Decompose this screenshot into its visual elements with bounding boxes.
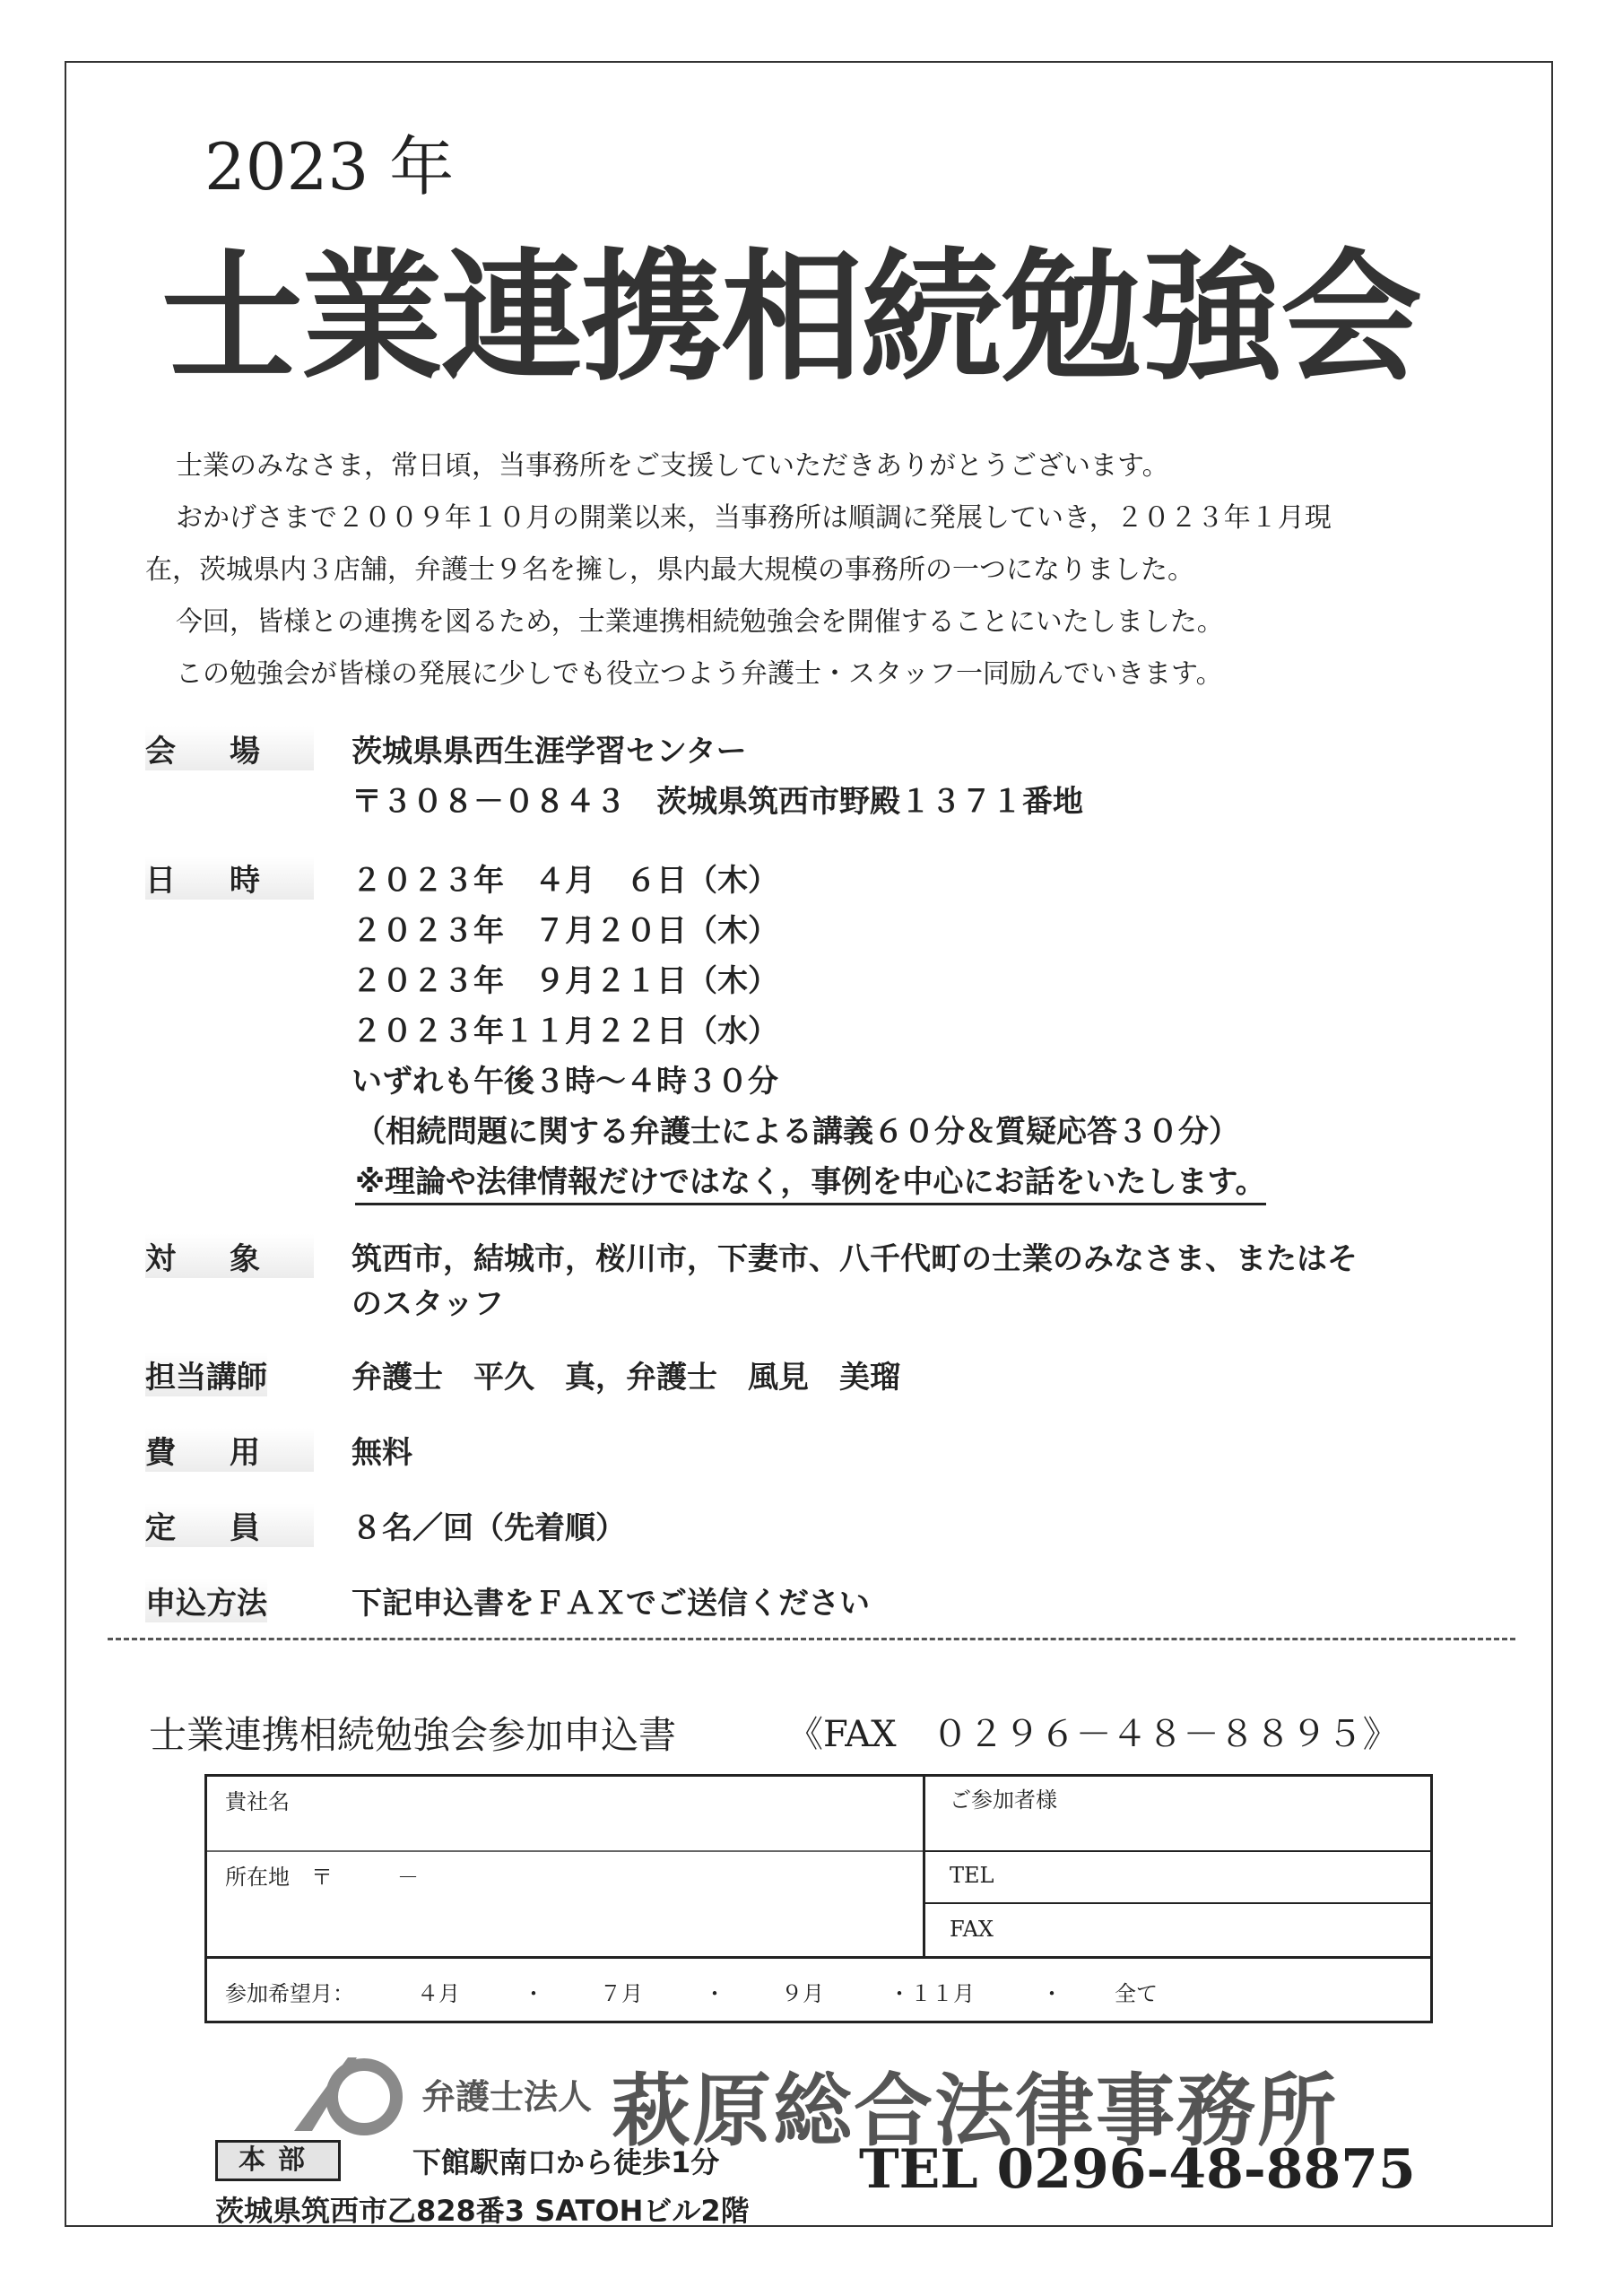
firm-logo-icon — [285, 2050, 411, 2136]
date-2: ２０２３年 ７月２０日（木） — [352, 913, 778, 949]
form-divider-months — [207, 1956, 1433, 1959]
month-option-july[interactable]: ７月 — [600, 1981, 643, 2006]
cut-line — [108, 1638, 1515, 1640]
month-separator: ・ — [1041, 1981, 1063, 2006]
apply-value: 下記申込書をＦＡＸでご送信ください — [352, 1586, 870, 1622]
months-label: 参加希望月： — [225, 1981, 354, 2006]
firm-name: 萩原総合法律事務所 — [612, 2065, 1339, 2157]
form-divider-vertical — [923, 1777, 925, 1956]
application-form — [204, 1774, 1433, 2023]
date-1: ２０２３年 ４月 ６日（木） — [352, 863, 778, 899]
fax-field[interactable]: FAX — [950, 1917, 994, 1942]
firm-phone: TEL 0296-48-8875 — [859, 2138, 1416, 2201]
fee-label: 費用 — [145, 1428, 314, 1472]
tel-field[interactable]: TEL — [950, 1863, 994, 1888]
month-separator: ・ — [523, 1981, 544, 2006]
month-option-all[interactable]: 全て — [1115, 1981, 1158, 2006]
target-label: 対象 — [145, 1234, 314, 1278]
intro-line-4: 今回，皆様との連携を図るため，士業連携相続勉強会を開催することにいたしました。 — [176, 606, 1224, 638]
firm-type: 弁護士法人 — [421, 2077, 593, 2117]
session-note: ※理論や法律情報だけではなく，事例を中心にお話をいたします。 — [355, 1157, 1266, 1205]
lecturer-value: 弁護士 平久 真，弁護士 風見 美瑠 — [352, 1360, 900, 1396]
lecturer-label: 担当講師 — [145, 1352, 267, 1396]
intro-line-1: 士業のみなさま，常日頃，当事務所をご支援していただきありがとうございます。 — [176, 450, 1169, 482]
fee-value: 無料 — [352, 1435, 412, 1471]
form-title: 士業連携相続勉強会参加申込書 — [149, 1713, 677, 1757]
intro-line-5: この勉強会が皆様の発展に少しでも役立つよう弁護士・スタッフ一同励んでいきます。 — [176, 658, 1223, 690]
session-breakdown: （相続問題に関する弁護士による講義６０分＆質疑応答３０分） — [355, 1114, 1239, 1150]
form-divider-company — [207, 1850, 923, 1852]
address-field[interactable]: 所在地 〒 － — [225, 1865, 419, 1890]
intro-line-2: おかげさまで２００９年１０月の開業以来，当事務所は順調に発展していき，２０２３年１月現 — [176, 502, 1332, 534]
form-fax-number: 《FAX ０２９６－４８－８８９５》 — [787, 1714, 1399, 1755]
date-3: ２０２３年 ９月２１日（木） — [352, 963, 778, 999]
time-range: いずれも午後３時～４時３０分 — [352, 1064, 778, 1100]
apply-label: 申込方法 — [145, 1578, 267, 1622]
month-option-april[interactable]: ４月 — [417, 1981, 460, 2006]
form-divider-tel — [923, 1902, 1433, 1904]
venue-label: 会場 — [145, 726, 314, 770]
month-option-september[interactable]: ９月 — [781, 1981, 824, 2006]
capacity-label: 定員 — [145, 1503, 314, 1547]
page-title: 士業連携相続勉強会 — [161, 236, 1420, 401]
venue-name: 茨城県県西生涯学習センター — [352, 734, 747, 770]
company-name-field[interactable]: 貴社名 — [225, 1789, 290, 1814]
capacity-value: ８名／回（先着順） — [352, 1510, 626, 1546]
date-4: ２０２３年１１月２２日（水） — [352, 1013, 778, 1049]
headquarters-access: 下館駅南口から徒歩1分 — [412, 2145, 720, 2179]
target-line-2: のスタッフ — [352, 1286, 504, 1322]
month-option-november[interactable]: ・１１月 — [889, 1981, 975, 2006]
headquarters-badge: 本部 — [215, 2140, 341, 2181]
month-separator: ・ — [704, 1981, 725, 2006]
event-year: 2023 年 — [204, 129, 455, 204]
dates-label: 日時 — [145, 856, 314, 900]
form-divider-attendee — [923, 1850, 1433, 1852]
intro-line-3: 在，茨城県内３店舗，弁護士９名を擁し，県内最大規模の事務所の一つになりました。 — [145, 554, 1194, 586]
attendee-field[interactable]: ご参加者様 — [950, 1787, 1057, 1813]
headquarters-address: 茨城県筑西市乙828番3 SATOHビル2階 — [215, 2194, 750, 2228]
venue-address: 〒３０８－０８４３ 茨城県筑西市野殿１３７１番地 — [352, 784, 1083, 820]
target-line-1: 筑西市，結城市，桜川市，下妻市、八千代町の士業のみなさま、またはそ — [352, 1241, 1358, 1277]
